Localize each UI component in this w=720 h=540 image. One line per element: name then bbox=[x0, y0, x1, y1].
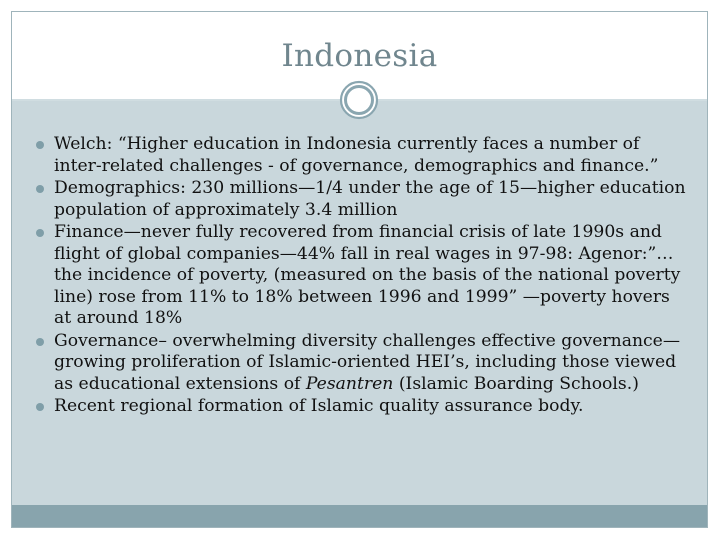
list-item bbox=[36, 134, 686, 177]
list-item bbox=[36, 331, 686, 396]
bullet-list bbox=[36, 134, 686, 419]
list-item bbox=[36, 222, 686, 330]
bullet-text-italic: Pesantren bbox=[305, 373, 394, 394]
slide bbox=[11, 11, 708, 528]
bullet-text: Welch: “Higher education in Indonesia currently faces a number of inter-related challenges - of governance, demographics and finance.” bbox=[54, 134, 659, 176]
circle-bullet-icon bbox=[36, 338, 44, 346]
list-item bbox=[36, 396, 686, 418]
circle-bullet-icon bbox=[36, 403, 44, 411]
content-area bbox=[12, 101, 707, 506]
circle-bullet-icon bbox=[36, 229, 44, 237]
circle-bullet-icon bbox=[36, 185, 44, 193]
bullet-text: (Islamic Boarding Schools.) bbox=[393, 373, 639, 394]
circle-bullet-icon bbox=[36, 141, 44, 149]
bullet-text: Finance—never fully recovered from financial crisis of late 1990s and flight of global companies—44% fall in real wages in 97-98: Agenor:”… the incidence of poverty, (measured on the basis of the national poverty line) rose from 11% to 18% between 1996 and 1999” —poverty hovers at around 18% bbox=[54, 222, 681, 328]
bullet-text: Governance– overwhelming diversity challenges effective governance—growing proliferation of Islamic-oriented HEI’s, including those viewed as educational extensions of bbox=[54, 330, 681, 394]
footer-bar bbox=[12, 505, 707, 527]
bullet-text: Recent regional formation of Islamic quality assurance body. bbox=[54, 396, 584, 416]
list-item bbox=[36, 178, 686, 221]
slide-title: Indonesia bbox=[281, 38, 438, 74]
bullet-text: Demographics: 230 millions—1/4 under the age of 15—higher education population of approximately 3.4 million bbox=[54, 178, 686, 220]
ring-ornament-icon bbox=[339, 80, 379, 120]
